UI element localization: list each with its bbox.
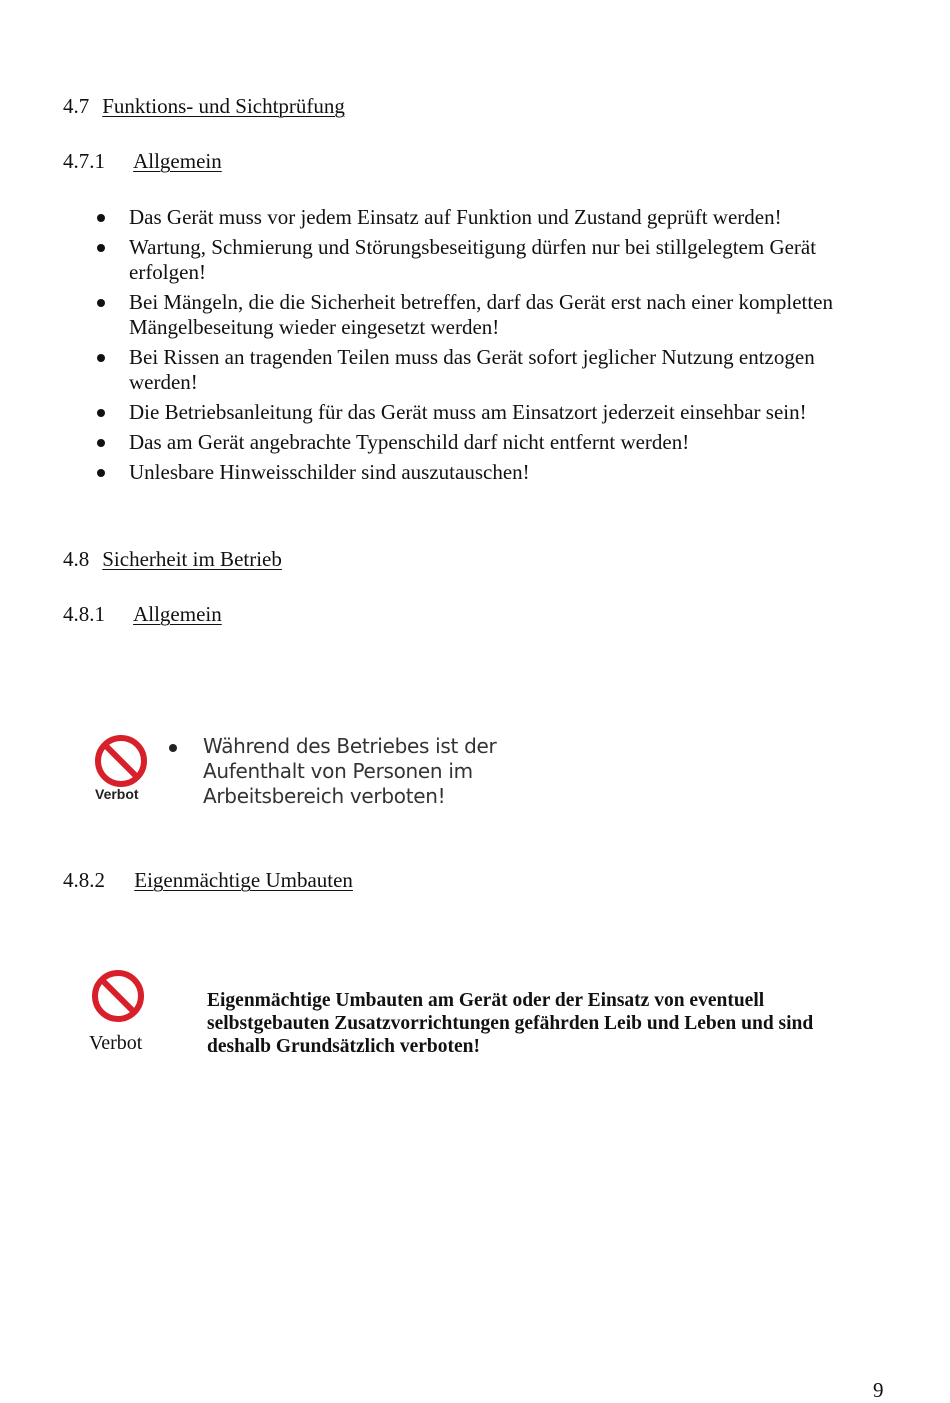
requirements-list xyxy=(95,205,885,490)
prohibition-icon xyxy=(90,968,146,1024)
modification-warning-text xyxy=(207,989,907,1058)
heading-4-7-1 xyxy=(63,149,222,174)
bullet-icon xyxy=(97,214,105,222)
bullet-icon xyxy=(97,439,105,447)
bullet-icon xyxy=(97,409,105,417)
warning-sign-operation xyxy=(88,728,497,818)
warning-text xyxy=(203,734,503,809)
list-item xyxy=(95,290,885,340)
heading-title: Sicherheit im Betrieb xyxy=(102,547,282,571)
list-item xyxy=(95,460,885,485)
heading-title: Allgemein xyxy=(133,602,222,626)
prohibition-icon xyxy=(93,733,149,789)
list-item xyxy=(95,430,885,455)
warning-sign-modifications xyxy=(86,968,166,1058)
heading-title: Funktions- und Sichtprüfung xyxy=(102,94,345,118)
page-number: 9 xyxy=(873,1378,884,1402)
bullet-icon xyxy=(97,469,105,477)
heading-number: 4.8.1 xyxy=(63,602,105,626)
bullet-icon xyxy=(97,354,105,362)
heading-4-8-1 xyxy=(63,602,222,627)
sign-label: Verbot xyxy=(95,786,139,802)
list-item-text: Das am Gerät angebrachte Typenschild darf nicht entfernt werden! xyxy=(129,430,690,454)
bullet-icon xyxy=(97,299,105,307)
list-item-text: Die Betriebsanleitung für das Gerät muss am Einsatzort jederzeit einsehbar sein! xyxy=(129,400,807,424)
heading-4-8 xyxy=(63,547,282,572)
list-item xyxy=(95,205,885,230)
heading-4-7 xyxy=(63,94,345,119)
bullet-icon xyxy=(169,744,177,752)
list-item xyxy=(95,400,885,425)
heading-number: 4.7.1 xyxy=(63,149,105,173)
list-item xyxy=(95,345,885,395)
warning-text-line: Während des Betriebes ist der xyxy=(203,734,497,758)
list-item-text: Bei Rissen an tragenden Teilen muss das Gerät sofort jeglicher Nutzung entzogen werden! xyxy=(129,345,815,394)
bullet-icon xyxy=(97,244,105,252)
heading-number: 4.8.2 xyxy=(63,868,105,892)
heading-number: 4.7 xyxy=(63,94,90,118)
warning-text-line: Eigenmächtige Umbauten am Gerät oder der Einsatz von eventuell xyxy=(207,990,765,1011)
sign-label: Verbot xyxy=(89,1032,143,1054)
heading-4-8-2 xyxy=(63,868,353,893)
warning-text-line: deshalb Grundsätzlich verboten! xyxy=(207,1036,481,1057)
list-item-text: Wartung, Schmierung und Störungsbeseitigung dürfen nur bei stillgelegtem Gerät erfolgen! xyxy=(129,235,817,284)
heading-title: Eigenmächtige Umbauten xyxy=(134,868,353,892)
heading-title: Allgemein xyxy=(133,149,222,173)
heading-number: 4.8 xyxy=(63,547,90,571)
warning-text-line: Arbeitsbereich verboten! xyxy=(203,784,446,808)
list-item-text: Unlesbare Hinweisschilder sind auszutauschen! xyxy=(129,460,530,484)
list-item-text: Bei Mängeln, die die Sicherheit betreffen, darf das Gerät erst nach einer kompletten Mängelbeseitung wieder eingesetzt werden! xyxy=(129,290,834,339)
list-item xyxy=(95,235,885,285)
warning-text-line: Aufenthalt von Personen im xyxy=(203,759,473,783)
warning-text-line: selbstgebauten Zusatzvorrichtungen gefährden Leib und Leben und sind xyxy=(207,1013,814,1034)
list-item-text: Das Gerät muss vor jedem Einsatz auf Funktion und Zustand geprüft werden! xyxy=(129,205,782,229)
